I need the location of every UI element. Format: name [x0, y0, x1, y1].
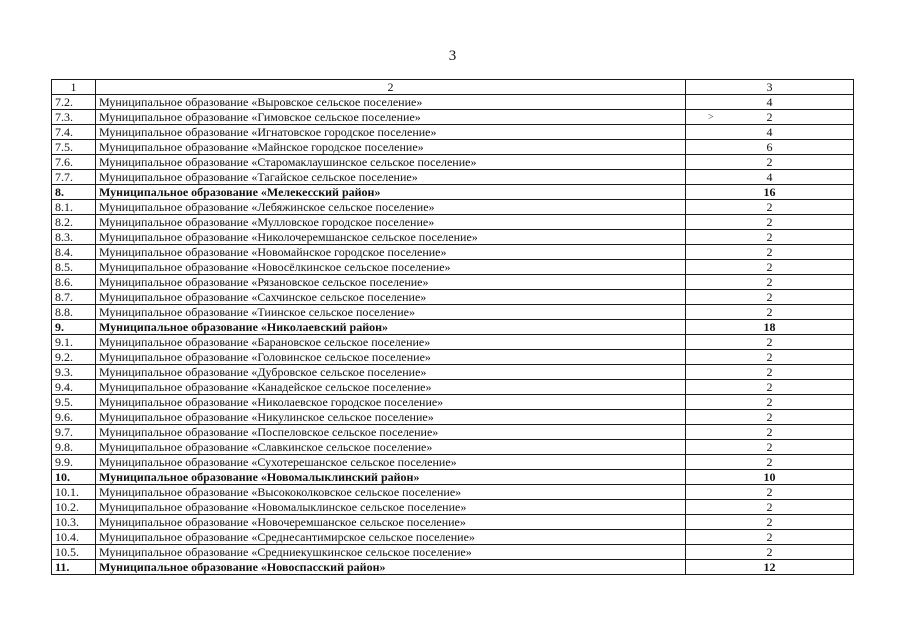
quantity-cell: 2: [686, 155, 854, 170]
municipality-name-cell: Муниципальное образование «Новомалыклинский район»: [96, 470, 686, 485]
municipality-name-cell: Муниципальное образование «Среднесантимирское сельское поселение»: [96, 530, 686, 545]
municipality-name-cell: Муниципальное образование «Гимовское сельское поселение»: [96, 110, 686, 125]
quantity-cell: 2: [686, 380, 854, 395]
quantity-cell: 2: [686, 200, 854, 215]
district-row: [52, 470, 854, 485]
district-row: [52, 320, 854, 335]
quantity-cell: 2: [686, 245, 854, 260]
municipality-name-cell: Муниципальное образование «Николаевский район»: [96, 320, 686, 335]
row-number-cell: 8.8.: [52, 305, 96, 320]
municipality-name-cell: Муниципальное образование «Славкинское сельское поселение»: [96, 440, 686, 455]
table-row: [52, 305, 854, 320]
table-row: [52, 485, 854, 500]
header-cell-number: 1: [52, 80, 96, 95]
table-row: [52, 380, 854, 395]
table-row: [52, 245, 854, 260]
row-number-cell: 8.3.: [52, 230, 96, 245]
header-cell-quantity: 3: [686, 80, 854, 95]
table-row: [52, 140, 854, 155]
district-row: [52, 560, 854, 575]
table-row: [52, 515, 854, 530]
quantity-cell: 16: [686, 185, 854, 200]
municipality-name-cell: Муниципальное образование «Поспеловское сельское поселение»: [96, 425, 686, 440]
page-number: 3: [448, 48, 457, 64]
scan-artifact-mark: >: [708, 112, 714, 123]
table-row: [52, 200, 854, 215]
table-row: [52, 350, 854, 365]
row-number-cell: 8.5.: [52, 260, 96, 275]
row-number-cell: 8.2.: [52, 215, 96, 230]
row-number-cell: 9.7.: [52, 425, 96, 440]
row-number-cell: 10.4.: [52, 530, 96, 545]
quantity-cell: 2: [686, 365, 854, 380]
header-cell-name: 2: [96, 80, 686, 95]
row-number-cell: 7.5.: [52, 140, 96, 155]
quantity-cell: 2: [686, 500, 854, 515]
table-row: [52, 230, 854, 245]
quantity-cell: 2: [686, 395, 854, 410]
row-number-cell: 10.: [52, 470, 96, 485]
row-number-cell: 10.2.: [52, 500, 96, 515]
row-number-cell: 7.6.: [52, 155, 96, 170]
quantity-cell: 2: [686, 215, 854, 230]
municipality-name-cell: Муниципальное образование «Николочеремшанское сельское поселение»: [96, 230, 686, 245]
table-row: [52, 500, 854, 515]
quantity-cell: 2: [686, 350, 854, 365]
table-row: [52, 365, 854, 380]
row-number-cell: 8.6.: [52, 275, 96, 290]
municipality-name-cell: Муниципальное образование «Новочеремшанское сельское поселение»: [96, 515, 686, 530]
table-row: [52, 290, 854, 305]
quantity-cell: 12: [686, 560, 854, 575]
allocation-table: [51, 79, 854, 575]
quantity-cell: 2: [686, 410, 854, 425]
table-row: [52, 395, 854, 410]
table-row: [52, 545, 854, 560]
table-row: [52, 410, 854, 425]
table-header-row: [52, 80, 854, 95]
municipality-name-cell: Муниципальное образование «Рязановское сельское поселение»: [96, 275, 686, 290]
quantity-cell: 2: [686, 335, 854, 350]
municipality-name-cell: Муниципальное образование «Новосёлкинское сельское поселение»: [96, 260, 686, 275]
municipality-name-cell: Муниципальное образование «Игнатовское городское поселение»: [96, 125, 686, 140]
table-row: [52, 95, 854, 110]
quantity-cell: 2: [686, 260, 854, 275]
table-row: [52, 335, 854, 350]
row-number-cell: 7.4.: [52, 125, 96, 140]
municipality-name-cell: Муниципальное образование «Мулловское городское поселение»: [96, 215, 686, 230]
quantity-cell: 4: [686, 125, 854, 140]
quantity-cell: 2: [686, 275, 854, 290]
row-number-cell: 7.3.: [52, 110, 96, 125]
table-row: [52, 440, 854, 455]
table-row: [52, 260, 854, 275]
table-row: [52, 425, 854, 440]
quantity-cell: 18: [686, 320, 854, 335]
table-row: [52, 155, 854, 170]
row-number-cell: 9.6.: [52, 410, 96, 425]
row-number-cell: 10.3.: [52, 515, 96, 530]
row-number-cell: 9.: [52, 320, 96, 335]
row-number-cell: 7.2.: [52, 95, 96, 110]
row-number-cell: 9.9.: [52, 455, 96, 470]
quantity-cell: 2: [686, 485, 854, 500]
municipality-name-cell: Муниципальное образование «Головинское сельское поселение»: [96, 350, 686, 365]
quantity-cell: 4: [686, 95, 854, 110]
quantity-cell: 2: [686, 440, 854, 455]
table-body: [52, 80, 854, 575]
municipality-name-cell: Муниципальное образование «Майнское городское поселение»: [96, 140, 686, 155]
row-number-cell: 9.5.: [52, 395, 96, 410]
municipality-name-cell: Муниципальное образование «Барановское сельское поселение»: [96, 335, 686, 350]
quantity-cell: 2: [686, 230, 854, 245]
quantity-cell: 2: [686, 425, 854, 440]
municipality-name-cell: Муниципальное образование «Средниекушкинское сельское поселение»: [96, 545, 686, 560]
row-number-cell: 9.2.: [52, 350, 96, 365]
quantity-cell: 6: [686, 140, 854, 155]
row-number-cell: 8.7.: [52, 290, 96, 305]
row-number-cell: 8.4.: [52, 245, 96, 260]
municipality-name-cell: Муниципальное образование «Новомайнское городское поселение»: [96, 245, 686, 260]
municipality-name-cell: Муниципальное образование «Высококолковское сельское поселение»: [96, 485, 686, 500]
table-row: [52, 215, 854, 230]
table-row: [52, 170, 854, 185]
quantity-cell: 2: [686, 455, 854, 470]
table-row: [52, 110, 854, 125]
quantity-cell: 2: [686, 545, 854, 560]
municipality-name-cell: Муниципальное образование «Новомалыклинское сельское поселение»: [96, 500, 686, 515]
row-number-cell: 9.4.: [52, 380, 96, 395]
municipality-name-cell: Муниципальное образование «Сухотерешанское сельское поселение»: [96, 455, 686, 470]
table-row: [52, 530, 854, 545]
district-row: [52, 185, 854, 200]
municipality-name-cell: Муниципальное образование «Сахчинское сельское поселение»: [96, 290, 686, 305]
quantity-cell: 2: [686, 290, 854, 305]
table-row: [52, 275, 854, 290]
row-number-cell: 8.: [52, 185, 96, 200]
quantity-cell: 2: [686, 305, 854, 320]
municipality-name-cell: Муниципальное образование «Новоспасский район»: [96, 560, 686, 575]
row-number-cell: 7.7.: [52, 170, 96, 185]
table-row: [52, 455, 854, 470]
row-number-cell: 8.1.: [52, 200, 96, 215]
municipality-name-cell: Муниципальное образование «Тиинское сельское поселение»: [96, 305, 686, 320]
row-number-cell: 11.: [52, 560, 96, 575]
quantity-cell: 2: [686, 515, 854, 530]
municipality-name-cell: Муниципальное образование «Николаевское городское поселение»: [96, 395, 686, 410]
municipality-name-cell: Муниципальное образование «Канадейское сельское поселение»: [96, 380, 686, 395]
table-row: [52, 125, 854, 140]
quantity-cell: 10: [686, 470, 854, 485]
row-number-cell: 10.5.: [52, 545, 96, 560]
quantity-cell: 2: [686, 530, 854, 545]
row-number-cell: 9.3.: [52, 365, 96, 380]
row-number-cell: 9.1.: [52, 335, 96, 350]
municipality-name-cell: Муниципальное образование «Никулинское сельское поселение»: [96, 410, 686, 425]
row-number-cell: 9.8.: [52, 440, 96, 455]
row-number-cell: 10.1.: [52, 485, 96, 500]
municipality-name-cell: Муниципальное образование «Старомаклаушинское сельское поселение»: [96, 155, 686, 170]
municipality-name-cell: Муниципальное образование «Мелекесский район»: [96, 185, 686, 200]
quantity-cell: 4: [686, 170, 854, 185]
municipality-name-cell: Муниципальное образование «Тагайское сельское поселение»: [96, 170, 686, 185]
municipality-name-cell: Муниципальное образование «Лебяжинское сельское поселение»: [96, 200, 686, 215]
quantity-cell: 2: [686, 110, 854, 125]
municipality-name-cell: Муниципальное образование «Выровское сельское поселение»: [96, 95, 686, 110]
municipality-name-cell: Муниципальное образование «Дубровское сельское поселение»: [96, 365, 686, 380]
